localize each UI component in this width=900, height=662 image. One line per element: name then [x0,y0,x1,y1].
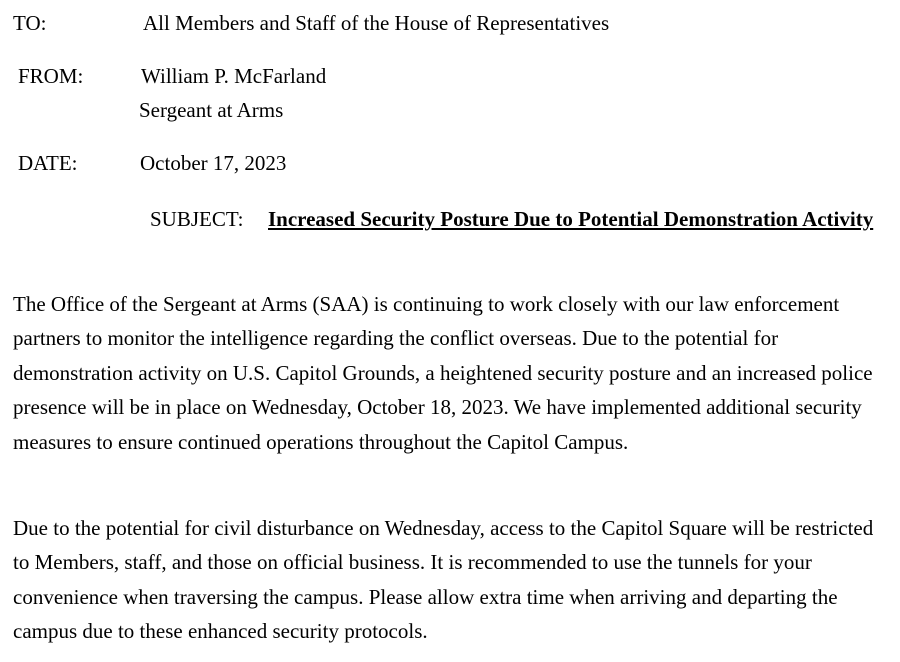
to-value: All Members and Staff of the House of Representatives [143,11,610,35]
to-label: TO: [13,11,47,35]
subject-line [145,202,875,236]
from-name: William P. McFarland [141,64,327,88]
date-label: DATE: [18,151,78,175]
subject-label: SUBJECT: [150,207,244,231]
subject-value: Increased Security Posture Due to Potential Demonstration Activity [268,207,874,231]
body-paragraph-2: Due to the potential for civil disturbance on Wednesday, access to the Capitol Square will be restricted to Members, staff, and those on official business. It is recommended to use the tunnels for your convenience when traversing the campus. Please allow extra time when arriving and departing the campus due to these enhanced security protocols. [13,516,874,644]
from-label: FROM: [18,64,84,88]
date-value: October 17, 2023 [140,151,287,175]
body-paragraph-1: The Office of the Sergeant at Arms (SAA) is continuing to work closely with our law enforcement partners to monitor the intelligence regarding the conflict overseas. Due to the potential for demonstration activity on U.S. Capitol Grounds, a heightened security posture and an increased police presence will be in place on Wednesday, October 18, 2023. We have implemented additional security measures to ensure continued operations throughout the Capitol Campus. [13,292,873,454]
from-title: Sergeant at Arms [139,98,284,122]
